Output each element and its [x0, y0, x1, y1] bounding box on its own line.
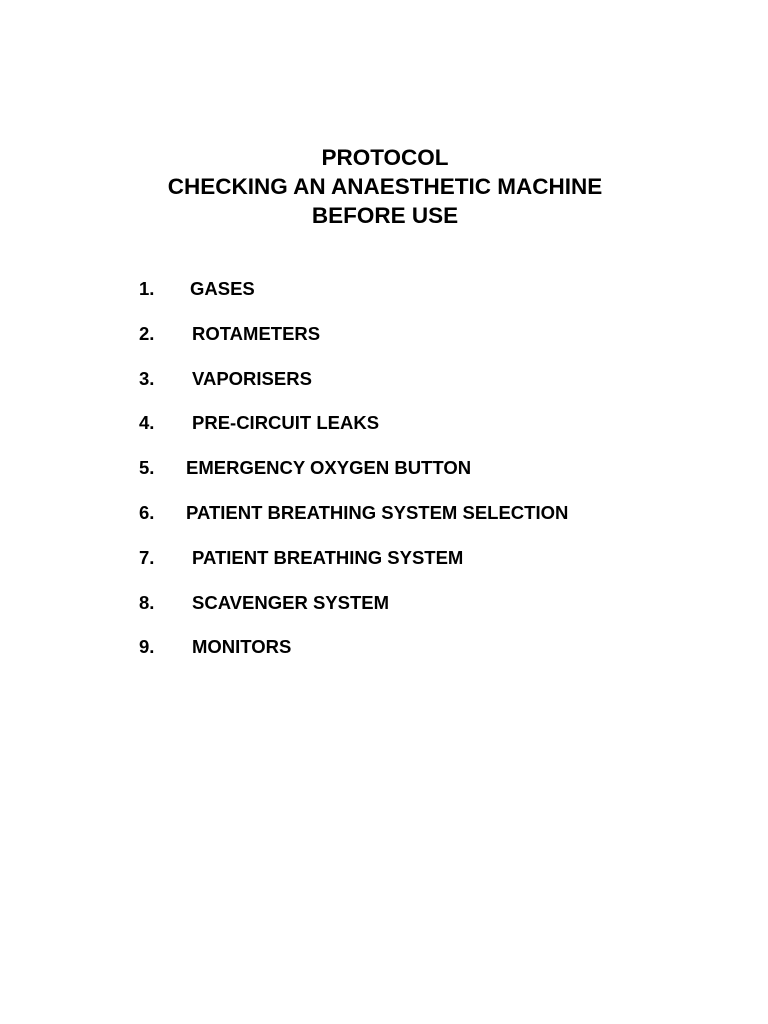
item-label: GASES — [190, 278, 255, 299]
item-number: 5. — [139, 457, 155, 478]
item-number: 1. — [139, 278, 155, 299]
title-line-main: CHECKING AN ANAESTHETIC MACHINE — [167, 174, 603, 199]
title-line-before-use: BEFORE USE — [311, 203, 459, 228]
item-number: 9. — [139, 636, 155, 657]
item-label: EMERGENCY OXYGEN BUTTON — [186, 457, 472, 478]
item-label: PATIENT BREATHING SYSTEM — [192, 547, 464, 568]
item-label: PATIENT BREATHING SYSTEM SELECTION — [186, 502, 569, 523]
item-label: ROTAMETERS — [192, 323, 321, 344]
item-label: MONITORS — [192, 636, 292, 657]
item-number: 8. — [139, 592, 155, 613]
item-label: SCAVENGER SYSTEM — [192, 592, 390, 613]
title-line-protocol: PROTOCOL — [321, 145, 449, 170]
item-number: 3. — [139, 368, 155, 389]
item-number: 6. — [139, 502, 155, 523]
item-number: 7. — [139, 547, 155, 568]
item-number: 2. — [139, 323, 155, 344]
item-number: 4. — [139, 412, 155, 433]
item-label: VAPORISERS — [192, 368, 312, 389]
document-title — [0, 143, 768, 230]
item-label: PRE-CIRCUIT LEAKS — [192, 412, 380, 433]
